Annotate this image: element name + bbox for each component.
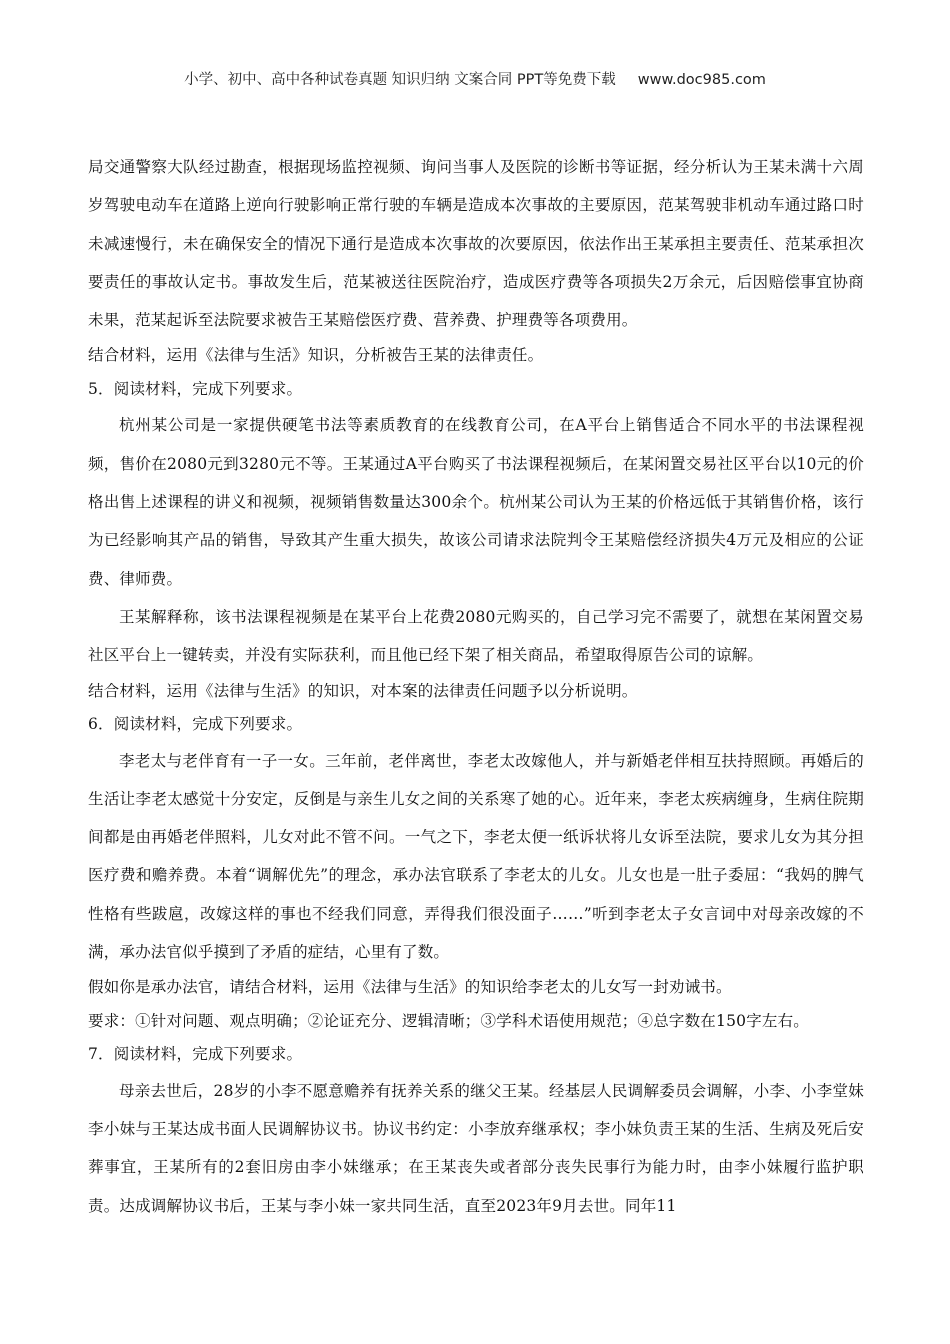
- q7-paragraph-1: 母亲去世后，28岁的小李不愿意赡养有抚养关系的继父王某。经基层人民调解委员会调解，小李、小李堂妹李小妹与王某达成书面人民调解协议书。协议书约定：小李放弃继承权；李小妹负责王某的生活、生病及死后安葬事宜，王某所有的2套旧房由李小妹继承；在王某丧失或者部分丧失民事行为能力时，由李小妹履行监护职责。达成调解协议书后，王某与李小妹一家共同生活，直至2023年9月去世。同年11: [88, 1081, 864, 1215]
- header-site: www.doc985.com: [637, 72, 766, 88]
- document-body: [88, 148, 864, 1225]
- q5-paragraph-1: 杭州某公司是一家提供硬笔书法等素质教育的在线教育公司，在A平台上销售适合不同水平的书法课程视频，售价在2080元到3280元不等。王某通过A平台购买了书法课程视频后，在某闲置交易社区平台以10元的价格出售上述课程的讲义和视频，视频销售数量达300余个。杭州某公司认为王某的价格远低于其销售价格，该行为已经影响其产品的销售，导致其产生重大损失，故该公司请求法院判令王某赔偿经济损失4万元及相应的公证费、律师费。: [88, 416, 864, 588]
- q6-paragraph-1: 李老太与老伴育有一子一女。三年前，老伴离世，李老太改嫁他人，并与新婚老伴相互扶持照顾。再婚后的生活让李老太感觉十分安定，反倒是与亲生儿女之间的关系寒了她的心。近年来，李老太疾病缠身，生病住院期间都是由再婚老伴照料，儿女对此不管不问。一气之下，李老太便一纸诉状将儿女诉至法院，要求儿女为其分担医疗费和赡养费。本着“调解优先”的理念，承办法官联系了李老太的儿女。儿女也是一肚子委屈：“我妈的脾气性格有些跋扈，改嫁这样的事也不经我们同意，弄得我们很没面子……”听到李老太子女言词中对母亲改嫁的不满，承办法官似乎摸到了矛盾的症结，心里有了数。: [88, 751, 864, 962]
- q6-requirements: 要求：①针对问题、观点明确；②论证充分、逻辑清晰；③学科术语使用规范；④总字数在150字左右。: [88, 1011, 809, 1030]
- q5-task: 结合材料，运用《法律与生活》的知识，对本案的法律责任问题予以分析说明。: [88, 681, 638, 700]
- q5-paragraph-2: 王某解释称，该书法课程视频是在某平台上花费2080元购买的，自己学习完不需要了，就想在某闲置交易社区平台上一键转卖，并没有实际获利，而且他已经下架了相关商品，希望取得原告公司的谅解。: [88, 607, 864, 665]
- q4-material: 局交通警察大队经过勘查，根据现场监控视频、询问当事人及医院的诊断书等证据，经分析认为王某未满十六周岁驾驶电动车在道路上逆向行驶影响正常行驶的车辆是造成本次事故的主要原因，范某驾驶非机动车通过路口时未减速慢行，未在确保安全的情况下通行是造成本次事故的次要原因，依法作出王某承担主要责任、范某承担次要责任的事故认定书。事故发生后，范某被送往医院治疗，造成医疗费等各项损失2万余元，后因赔偿事宜协商未果，范某起诉至法院要求被告王某赔偿医疗费、营养费、护理费等各项费用。: [88, 158, 864, 330]
- page-header: [0, 68, 950, 89]
- header-text: 小学、初中、高中各种试卷真题 知识归纳 文案合同 PPT等免费下载: [184, 72, 616, 88]
- q6-task: 假如你是承办法官，请结合材料，运用《法律与生活》的知识给李老太的儿女写一封劝诫书。: [88, 978, 732, 997]
- q7-title: 7．阅读材料，完成下列要求。: [88, 1045, 303, 1064]
- q4-task: 结合材料，运用《法律与生活》知识，分析被告王某的法律责任。: [88, 346, 544, 365]
- q6-title: 6．阅读材料，完成下列要求。: [88, 715, 303, 734]
- q5-title: 5．阅读材料，完成下列要求。: [88, 379, 303, 398]
